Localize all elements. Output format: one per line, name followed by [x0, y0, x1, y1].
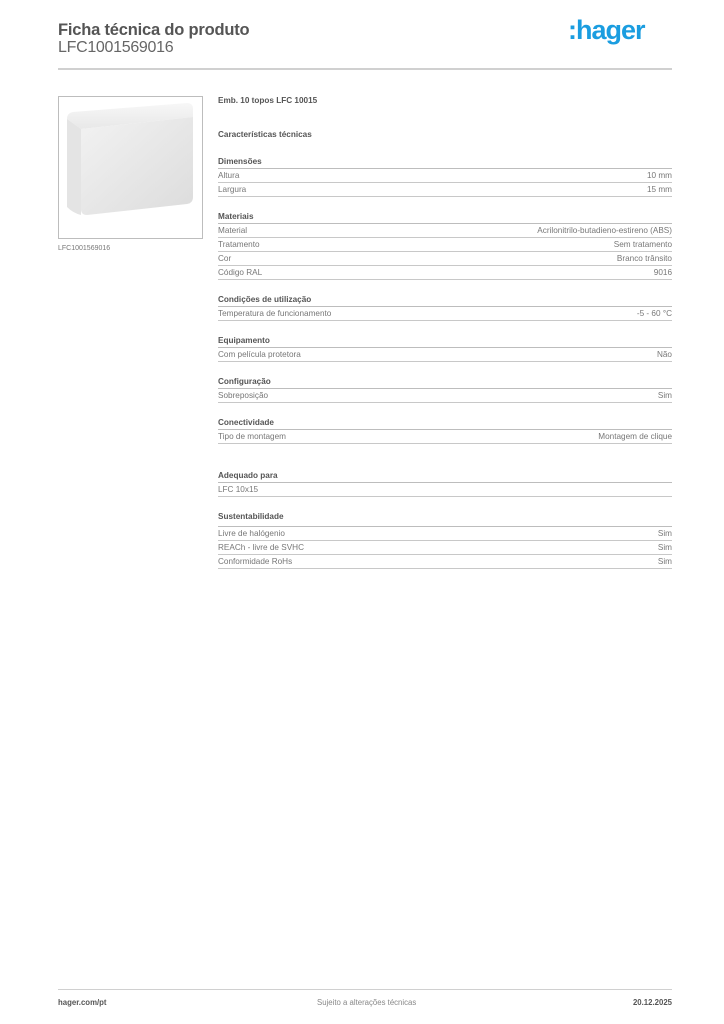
spec-label: Conformidade RoHs	[218, 557, 293, 566]
spec-label: Com película protetora	[218, 350, 301, 359]
group-title: Adequado para	[218, 470, 672, 483]
spec-row	[218, 483, 672, 497]
spec-value: Branco trânsito	[616, 254, 672, 263]
group-title: Sustentabilidade	[218, 511, 672, 527]
spec-row	[218, 183, 672, 197]
spec-label: Sobreposição	[218, 391, 269, 400]
spec-content	[218, 96, 672, 569]
spec-value: Não	[656, 350, 672, 359]
image-caption: LFC1001569016	[58, 245, 111, 252]
spec-row	[218, 169, 672, 183]
spec-row	[218, 389, 672, 403]
spec-label: Tratamento	[218, 240, 260, 249]
group-title: Dimensões	[218, 156, 672, 169]
product-image	[58, 96, 203, 239]
spec-row	[218, 266, 672, 280]
spec-label: Temperatura de funcionamento	[218, 309, 332, 318]
spec-group-dimensions	[218, 156, 672, 197]
spec-label: Largura	[218, 185, 247, 194]
group-title: Equipamento	[218, 335, 672, 348]
spec-row	[218, 348, 672, 362]
footer-divider	[58, 989, 672, 990]
spec-row	[218, 307, 672, 321]
group-title: Configuração	[218, 376, 672, 389]
spec-group-suitable-for	[218, 470, 672, 497]
spec-row	[218, 430, 672, 444]
spec-label: LFC 10x15	[218, 485, 259, 494]
footer-website-link[interactable]: hager.com/pt	[58, 998, 107, 1007]
product-photo-icon	[59, 97, 202, 238]
spec-label: Tipo de montagem	[218, 432, 286, 441]
spec-value: Montagem de clique	[598, 432, 672, 441]
spec-group-sustainability	[218, 511, 672, 569]
footer-notice: Sujeito a alterações técnicas	[317, 998, 417, 1007]
header-divider	[58, 68, 672, 70]
spec-value: 10 mm	[646, 171, 672, 180]
spec-value: 15 mm	[646, 185, 672, 194]
group-title: Condições de utilização	[218, 294, 672, 307]
spec-value: -5 - 60 °C	[636, 309, 672, 318]
spec-label: Código RAL	[218, 268, 263, 277]
hager-logo: :hager	[568, 15, 645, 45]
spec-group-configuration	[218, 376, 672, 403]
spec-label: REACh - livre de SVHC	[218, 543, 304, 552]
spec-value: Sim	[657, 557, 672, 566]
section-title: Características técnicas	[218, 130, 312, 139]
spec-row	[218, 555, 672, 569]
spec-group-connectivity	[218, 417, 672, 444]
spec-group-equipment	[218, 335, 672, 362]
spec-label: Material	[218, 226, 248, 235]
product-code: LFC1001569016	[58, 39, 174, 56]
group-title: Conectividade	[218, 417, 672, 430]
spec-label: Altura	[218, 171, 240, 180]
spec-row	[218, 541, 672, 555]
spec-value: Sim	[657, 543, 672, 552]
spec-label: Cor	[218, 254, 232, 263]
spec-row	[218, 252, 672, 266]
spec-group-usage-conditions	[218, 294, 672, 321]
product-name: Emb. 10 topos LFC 10015	[218, 96, 318, 105]
spec-row	[218, 527, 672, 541]
spec-value: Acrilonitrilo-butadieno-estireno (ABS)	[537, 226, 672, 235]
spec-group-materials	[218, 211, 672, 280]
spec-row	[218, 238, 672, 252]
spec-value: Sim	[657, 529, 672, 538]
spec-value: Sem tratamento	[613, 240, 672, 249]
spec-row	[218, 224, 672, 238]
group-title: Materiais	[218, 211, 672, 224]
spec-label: Livre de halógenio	[218, 529, 285, 538]
spec-value: Sim	[657, 391, 672, 400]
page-title: Ficha técnica do produto	[58, 21, 250, 39]
footer-date: 20.12.2025	[632, 998, 672, 1007]
spec-value: 9016	[653, 268, 672, 277]
